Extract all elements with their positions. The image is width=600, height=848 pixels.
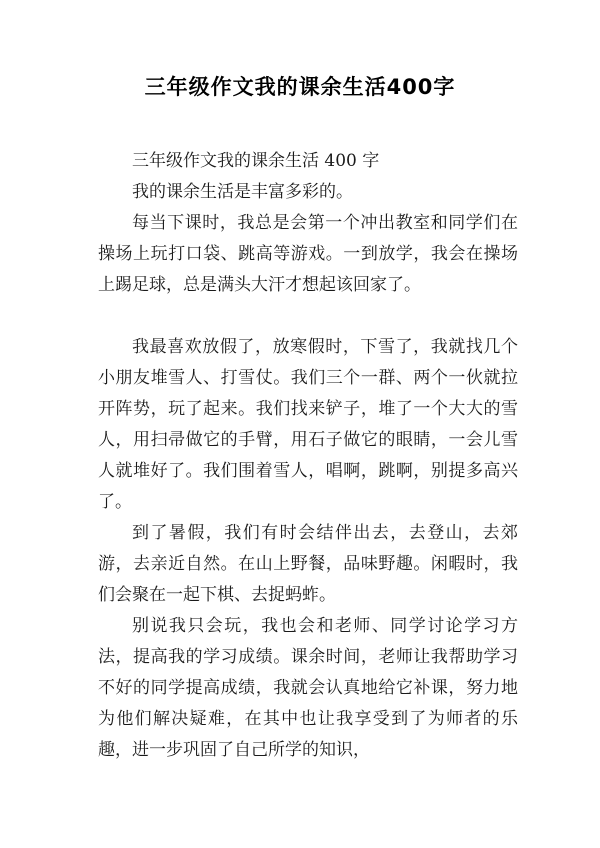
paragraph-winter-vacation: 我最喜欢放假了，放寒假时，下雪了，我就找几个小朋友堆雪人、打雪仗。我们三个一群、两个一伙就拉开阵势，玩了起来。我们找来铲子，堆了一个大大的雪人，用扫帚做它的手臂，用石子做它的眼睛，一会儿雪人就堆好了。我们围着雪人，唱啊，跳啊，别提多高兴了。 <box>98 337 518 512</box>
document-body <box>98 146 518 766</box>
paragraph-intro: 我的课余生活是丰富多彩的。 <box>132 182 353 202</box>
paragraph-subtitle: 三年级作文我的课余生活 400 字 <box>132 151 380 171</box>
paragraph-after-class: 每当下课时，我总是会第一个冲出教室和同学们在操场上玩打口袋、跳高等游戏。一到放学，我会在操场上踢足球，总是满头大汗才想起该回家了。 <box>98 213 518 295</box>
paragraph-study: 别说我只会玩，我也会和老师、同学讨论学习方法，提高我的学习成绩。课余时间，老师让我帮助学习不好的同学提高成绩，我就会认真地给它补课，努力地为他们解决疑难，在其中也让我享受到了为师者的乐趣，进一步巩固了自己所学的知识， <box>98 616 518 760</box>
paragraph-summer-vacation: 到了暑假，我们有时会结伴出去，去登山，去郊游，去亲近自然。在山上野餐，品味野趣。闲暇时，我们会聚在一起下棋、去捉蚂蚱。 <box>98 523 518 605</box>
document-title: 三年级作文我的课余生活400字 <box>144 75 456 99</box>
